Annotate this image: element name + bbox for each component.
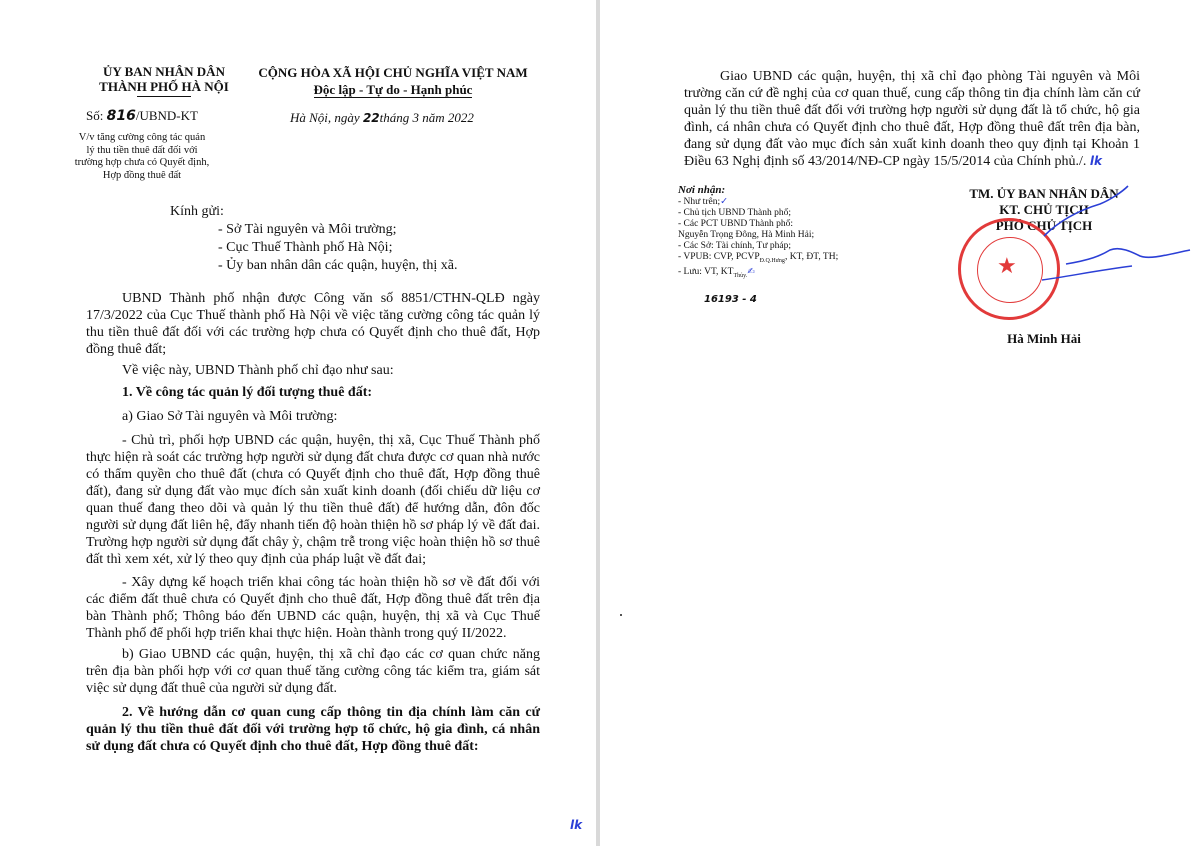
distribution-heading: Nơi nhận: xyxy=(678,184,726,196)
document-page-2 xyxy=(600,0,1192,846)
document-number xyxy=(86,107,198,125)
date-prefix: Hà Nội, ngày xyxy=(290,110,360,125)
subject-line: lý thu tiền thuê đất đối với xyxy=(86,144,198,156)
section-heading-2: 2. Về hướng dẫn cơ quan cung cấp thông tin địa chính làm căn cứ quản lý thu tiền thuê đất đối với trường hợp tổ chức, hộ gia đình, cá nhân sử dụng đất chưa có Quyết định cho thuê đất, Hợp đồng thuê đất: xyxy=(86,705,540,754)
salutation: Kính gửi: xyxy=(170,204,224,219)
signer-name: Hà Minh Hải xyxy=(1007,331,1081,346)
subject-line: trường hợp chưa có Quyết định, xyxy=(74,157,210,168)
cc-item: - Các Sở: Tài chính, Tư pháp; xyxy=(678,241,791,251)
subject-line: V/v tăng cường công tác quản xyxy=(78,132,206,143)
cc-subscript: Thủy. xyxy=(733,272,748,279)
agency-line-1: ỦY BAN NHÂN DÂN xyxy=(103,64,225,79)
signature-title-2: KT. CHỦ TỊCH xyxy=(999,202,1089,217)
bullet-paragraph-1: - Chủ trì, phối hợp UBND các quận, huyện, thị xã, Cục Thuế Thành phố thực hiện rà soát các trường hợp người sử dụng đất chưa được cơ quan nhà nước có thẩm quyền cho thuê đất (chưa có Quyết định cho thuê đất, Hợp đồng thuê đất), đang sử dụng đất vào mục đích sản xuất kinh doanh (đối chiếu dữ liệu cơ quan thuế đang theo dõi và quản lý thu tiền thuê đất) để hướng dẫn, đôn đốc người sử dụng đất liên hệ, đẩy nhanh tiến độ hoàn thiện hồ sơ pháp lý về đất đai. Trường hợp người sử dụng đất chây ỳ, chậm trễ trong việc hoàn thiện hồ sơ thuê đất thì xem xét, xử lý theo quy định của pháp luật về đất đai; xyxy=(86,433,540,567)
date-month-year: tháng 3 năm 2022 xyxy=(379,110,474,125)
directive-intro: Về việc này, UBND Thành phố chỉ đạo như sau: xyxy=(122,363,394,378)
distribution-list xyxy=(678,184,898,282)
cc-text: - VPUB: CVP, PCVP xyxy=(678,252,760,262)
continuation-paragraph xyxy=(684,68,1140,170)
country-name: CỘNG HÒA XÃ HỘI CHỦ NGHĨA VIỆT NAM xyxy=(258,65,528,80)
number-handwritten: 816 xyxy=(106,108,136,124)
number-prefix: Số: xyxy=(86,108,104,123)
motto: Độc lập - Tự do - Hạnh phúc xyxy=(313,82,473,97)
agency-line-2: THÀNH PHỐ HÀ NỘI xyxy=(99,79,229,94)
paragraph-initial-mark: lk xyxy=(1089,154,1102,168)
issue-date xyxy=(290,110,474,126)
intro-paragraph: UBND Thành phố nhận được Công văn số 8851/CTHN-QLĐ ngày 17/3/2022 của Cục Thuế thành phố Hà Nội về việc tăng cường công tác quản lý thu tiền thuê đất đối với các trường hợp chưa có Quyết định cho thuê đất, Hợp đồng thuê đất; xyxy=(86,291,540,357)
number-suffix: /UBND-KT xyxy=(135,108,198,123)
recipient-item: - Sở Tài nguyên và Môi trường; xyxy=(218,222,397,237)
agency-underline xyxy=(137,96,191,97)
cc-item: Nguyễn Trọng Đông, Hà Minh Hải; xyxy=(678,230,815,240)
cc-item: - Chủ tịch UBND Thành phố; xyxy=(678,208,792,218)
recipient-item: - Ủy ban nhân dân các quận, huyện, thị xã. xyxy=(218,258,458,273)
cc-item xyxy=(678,196,898,208)
check-mark-icon: ✓ xyxy=(720,196,729,207)
cc-text: - Lưu: VT, KT xyxy=(678,266,734,277)
bullet-paragraph-2: - Xây dựng kế hoạch triển khai công tác hoàn thiện hồ sơ về đất đối với các điểm đất thuê chưa có Quyết định cho thuê đất, Hợp đồng thuê đất trên địa bàn Thành phố; Thông báo đến UBND các quận, huyện, thị xã và Cục Thuế Thành phố để phối hợp triển khai thực hiện. Hoàn thành trong quý II/2022. xyxy=(86,575,540,641)
item-b: b) Giao UBND các quận, huyện, thị xã chỉ đạo các cơ quan chức năng trên địa bàn phối hợp với cơ quan thuế tăng cường công tác kiểm tra, giám sát việc sử dụng đất thuê của người sử dụng đất. xyxy=(86,647,540,696)
page-initial-mark: lk xyxy=(570,818,583,832)
continuation-text: Giao UBND các quận, huyện, thị xã chỉ đạo phòng Tài nguyên và Môi trường căn cứ đề nghị của cơ quan thuế, cung cấp thông tin địa chính làm căn cứ quản lý thu tiền thuê đất đối với trường hợp người sử dụng đất là tổ chức, hộ gia đình, cá nhân chưa có Quyết định cho thuê đất, Hợp đồng thuê đất trên địa bàn, đang sử dụng đất vào mục đích sản xuất kinh doanh theo quy định tại Khoản 1 Điều 63 Nghị định số 43/2014/NĐ-CP ngày 15/5/2014 của Chính phủ./. xyxy=(684,69,1140,169)
cc-text: , KT, ĐT, TH; xyxy=(784,252,839,262)
cc-item xyxy=(678,252,898,267)
cc-item: - Các PCT UBND Thành phố: xyxy=(678,219,793,229)
seal-star-icon: ★ xyxy=(997,253,1017,278)
subject-line: Hợp đồng thuê đất xyxy=(102,169,182,181)
subject-summary xyxy=(50,132,234,182)
signature-title-1: TM. ỦY BAN NHÂN DÂN xyxy=(969,186,1119,201)
cc-text: - Như trên; xyxy=(678,197,721,207)
cc-subscript: Đ.Q.Hưng xyxy=(759,257,785,264)
handwritten-reference: 16193 - 4 xyxy=(704,294,757,305)
section-heading-1: 1. Về công tác quản lý đối tượng thuê đất: xyxy=(122,385,373,400)
cc-item xyxy=(678,267,898,282)
recipients-list xyxy=(218,221,457,275)
national-header xyxy=(248,64,538,98)
initial-scribble-icon: ✍ xyxy=(747,266,755,277)
issuing-agency xyxy=(84,64,244,97)
page-gutter xyxy=(596,0,600,846)
date-day-handwritten: 22 xyxy=(362,111,380,125)
signature-title-3: PHÓ CHỦ TỊCH xyxy=(995,218,1093,233)
signature-scribble-icon xyxy=(1040,180,1192,290)
item-a: a) Giao Sở Tài nguyên và Môi trường: xyxy=(122,409,338,424)
recipient-item: - Cục Thuế Thành phố Hà Nội; xyxy=(218,240,393,255)
scan-speck xyxy=(620,614,622,616)
